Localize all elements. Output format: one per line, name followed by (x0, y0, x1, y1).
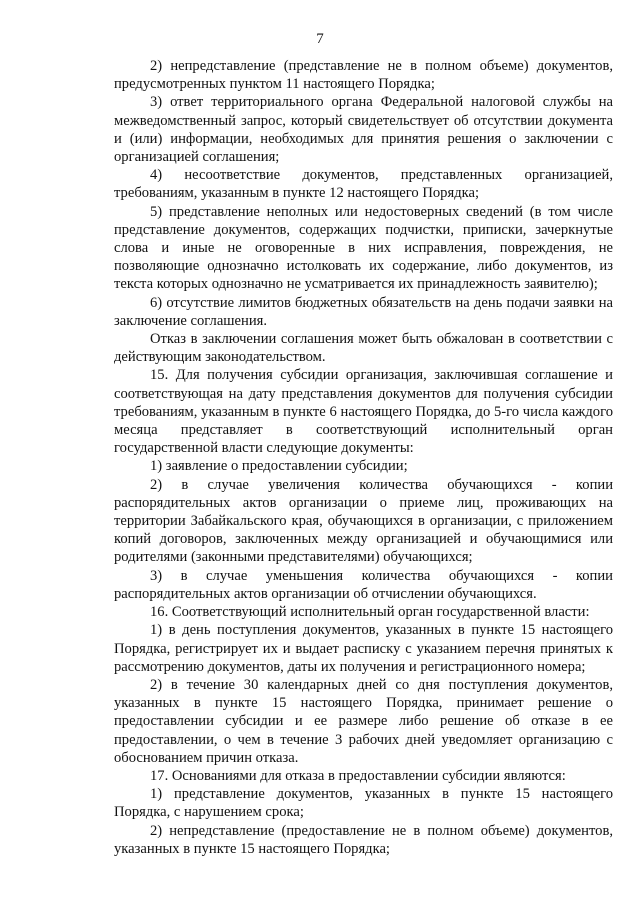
paragraph-refusal-item-3: 3) ответ территориального органа Федеральной налоговой службы на межведомственный запрос, который свидетельствует об отсутствии документа и (или) информации, необходимых для принятия решения о заключении с организацией соглашения; (114, 94, 613, 166)
paragraph-refusal-item-6: 6) отсутствие лимитов бюджетных обязательств на день подачи заявки на заключение соглашения. (114, 294, 613, 329)
paragraph-section-15-item-1: 1) заявление о предоставлении субсидии; (150, 458, 408, 475)
paragraph-section-15-item-3: 3) в случае уменьшения количества обучающихся - копии распорядительных актов организации об отчислении обучающихся. (114, 567, 613, 602)
paragraph-section-16-item-2: 2) в течение 30 календарных дней со дня поступления документов, указанных в пункте 15 настоящего Порядка, принимает решение о предоставлении субсидии и ее размере либо решение об отказе в ее предоставлении, о чем в течение 3 рабочих дней уведомляет организацию с обоснованием причин отказа. (114, 676, 613, 766)
paragraph-refusal-item-5: 5) представление неполных или недостоверных сведений (в том числе представление документов, содержащих подчистки, приписки, зачеркнутые слова и иные не оговоренные в них исправления, повреждения, не позволяющие однозначно истолковать их содержание, либо документов, из текста которых однозначно не усматривается их принадлежность заявителю); (114, 203, 613, 293)
paragraph-section-16-item-1: 1) в день поступления документов, указанных в пункте 15 настоящего Порядка, регистрирует их и выдает расписку с указанием перечня принятых к рассмотрению документов, даты их получения и регистрационного номера; (114, 622, 613, 675)
paragraph-section-17-item-2: 2) непредставление (предоставление не в полном объеме) документов, указанных в пункте 15 настоящего Порядка; (114, 822, 613, 857)
paragraph-section-15: 15. Для получения субсидии организация, заключившая соглашение и соответствующая на дату представления документов для получения субсидии требованиям, указанным в пункте 6 настоящего Порядка, до 5-го числа каждого месяца представляет в соответствующий исполнительный орган государственной власти следующие документы: (114, 367, 613, 457)
page-number: 7 (316, 31, 324, 47)
paragraph-section-16: 16. Соответствующий исполнительный орган государственной власти: (150, 604, 590, 621)
paragraph-section-17-item-1: 1) представление документов, указанных в пункте 15 настоящего Порядка, с нарушением срока; (114, 786, 613, 821)
paragraph-refusal-item-4: 4) несоответствие документов, представленных организацией, требованиям, указанным в пункте 12 настоящего Порядка; (114, 167, 613, 202)
paragraph-section-17: 17. Основаниями для отказа в предоставлении субсидии являются: (150, 767, 566, 784)
paragraph-refusal-item-2: 2) непредставление (представление не в полном объеме) документов, предусмотренных пунктом 11 настоящего Порядка; (114, 58, 613, 93)
paragraph-appeal: Отказ в заключении соглашения может быть обжалован в соответствии с действующим законодательством. (114, 331, 613, 366)
document-body (114, 57, 613, 858)
paragraph-section-15-item-2: 2) в случае увеличения количества обучающихся - копии распорядительных актов организации о приеме лиц, проживающих на территории Забайкальского края, обучающихся в организации, с приложением копий договоров, заключенных между организацией и обучающимися или родителями (законными представителями) обучающихся; (114, 476, 613, 566)
